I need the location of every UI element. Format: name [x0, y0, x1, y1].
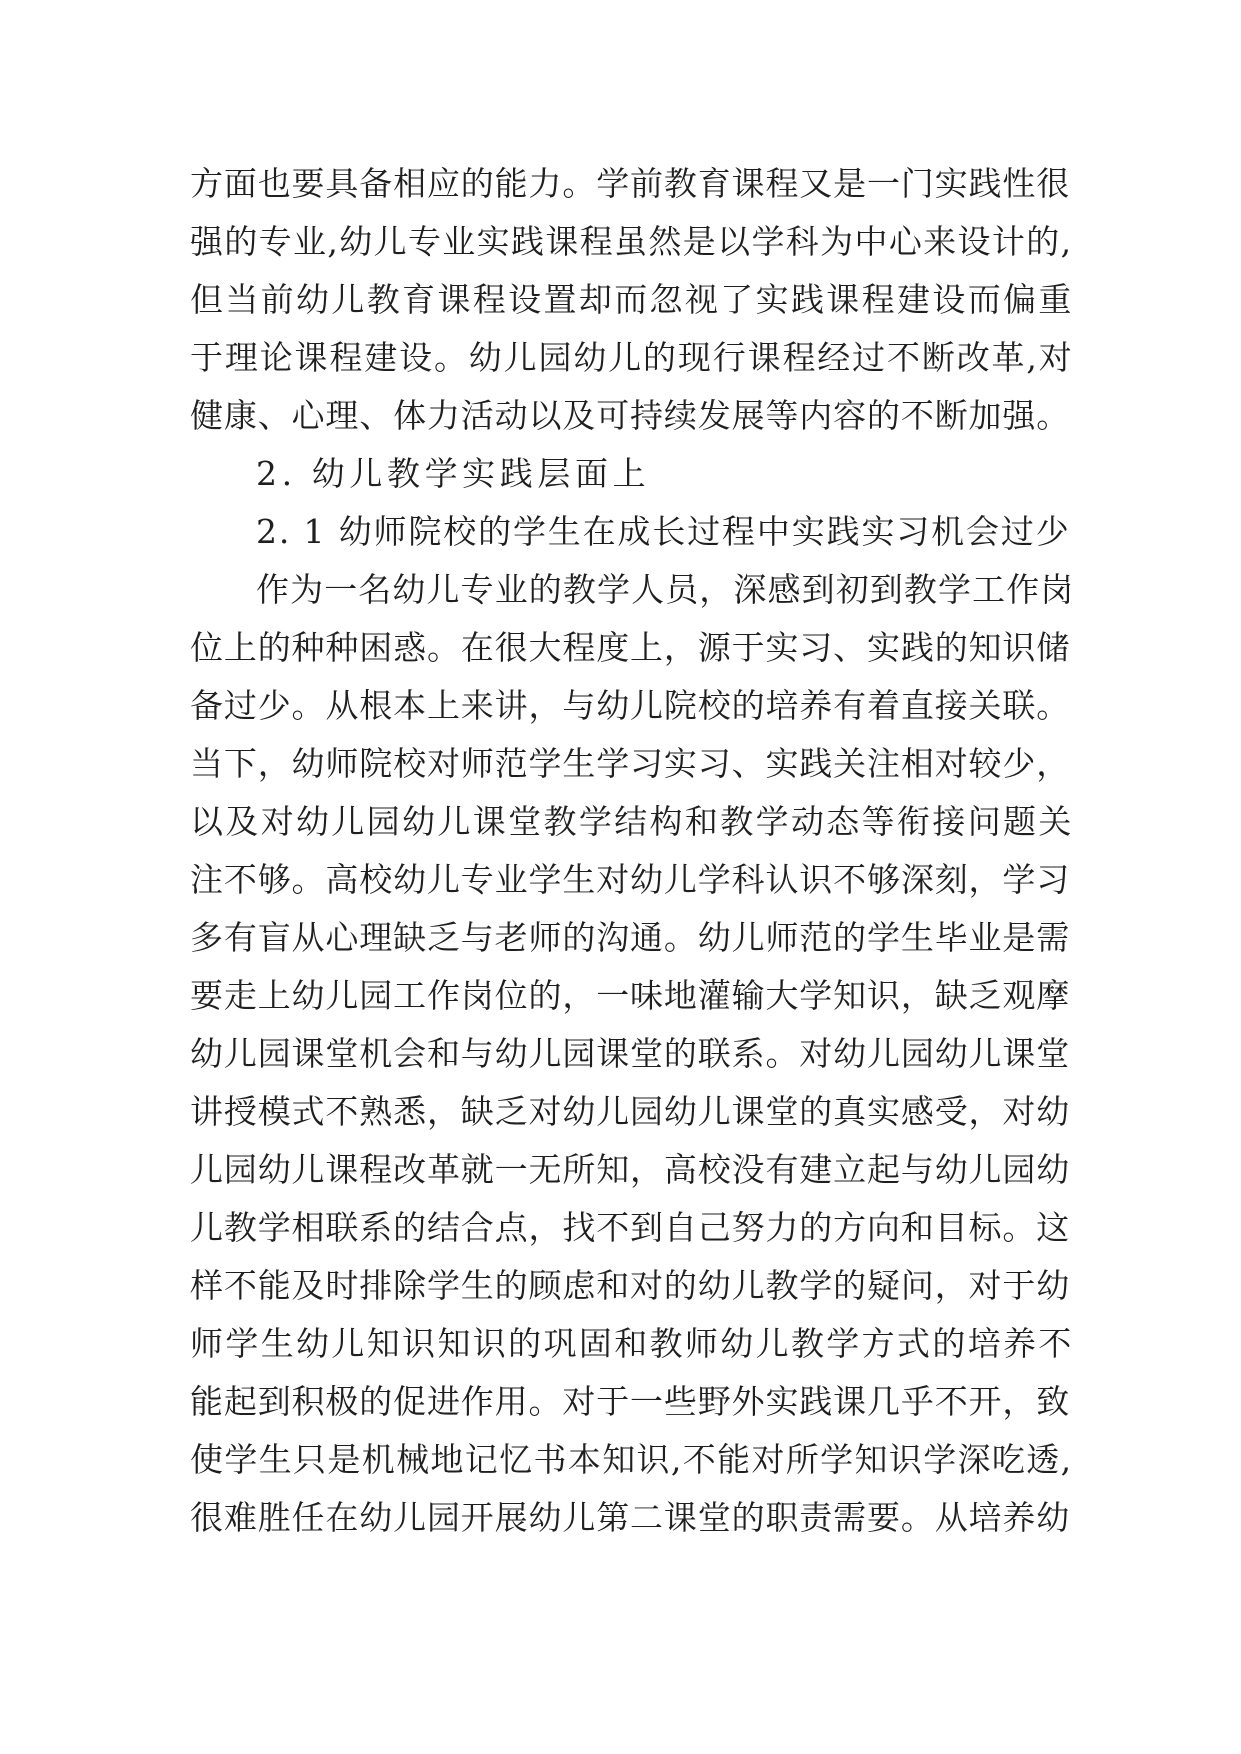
- text-line: 讲授模式不熟悉，缺乏对幼儿园幼儿课堂的真实感受，对幼: [190, 1092, 1071, 1131]
- section-heading: 2. 幼儿教学实践层面上: [256, 454, 651, 493]
- text-line: 师学生幼儿知识知识的巩固和教师幼儿教学方式的培养不: [190, 1324, 1074, 1363]
- text-line: 位上的种种困惑。在很大程度上，源于实习、实践的知识储: [190, 628, 1071, 667]
- text-line: 方面也要具备相应的能力。学前教育课程又是一门实践性很: [190, 164, 1071, 203]
- paragraph-first-line: 作为一名幼儿专业的教学人员，深感到初到教学工作岗: [256, 570, 1075, 609]
- subsection-heading: 2. 1 幼师院校的学生在成长过程中实践实习机会过少: [256, 512, 1071, 551]
- text-line: 能起到积极的促进作用。对于一些野外实践课几乎不开，致: [190, 1382, 1071, 1421]
- text-line: 备过少。从根本上来讲，与幼儿院校的培养有着直接关联。: [190, 686, 1071, 725]
- text-line: 注不够。高校幼儿专业学生对幼儿学科认识不够深刻，学习: [190, 860, 1071, 899]
- text-line: 但当前幼儿教育课程设置却而忽视了实践课程建设而偏重: [190, 280, 1074, 319]
- text-line: 儿园幼儿课程改革就一无所知，高校没有建立起与幼儿园幼: [190, 1150, 1071, 1189]
- text-line: 健康、心理、体力活动以及可持续发展等内容的不断加强。: [190, 396, 1071, 435]
- text-line: 强的专业,幼儿专业实践课程虽然是以学科为中心来设计的,: [190, 222, 1073, 261]
- text-line: 以及对幼儿园幼儿课堂教学结构和教学动态等衔接问题关: [190, 802, 1074, 841]
- text-line: 使学生只是机械地记忆书本知识,不能对所学知识学深吃透,: [190, 1440, 1073, 1479]
- body-text: [190, 155, 1075, 1547]
- text-line: 要走上幼儿园工作岗位的，一味地灌输大学知识，缺乏观摩: [190, 976, 1071, 1015]
- text-line: 多有盲从心理缺乏与老师的沟通。幼儿师范的学生毕业是需: [190, 918, 1071, 957]
- text-line: 儿教学相联系的结合点，找不到自己努力的方向和目标。这: [190, 1208, 1071, 1247]
- text-line: 很难胜任在幼儿园开展幼儿第二课堂的职责需要。从培养幼: [190, 1498, 1071, 1537]
- text-line: 当下，幼师院校对师范学生学习实习、实践关注相对较少，: [190, 744, 1071, 783]
- text-line: 幼儿园课堂机会和与幼儿园课堂的联系。对幼儿园幼儿课堂: [190, 1034, 1071, 1073]
- text-line: 于理论课程建设。幼儿园幼儿的现行课程经过不断改革,对: [190, 338, 1074, 377]
- text-line: 样不能及时排除学生的顾虑和对的幼儿教学的疑问，对于幼: [190, 1266, 1071, 1305]
